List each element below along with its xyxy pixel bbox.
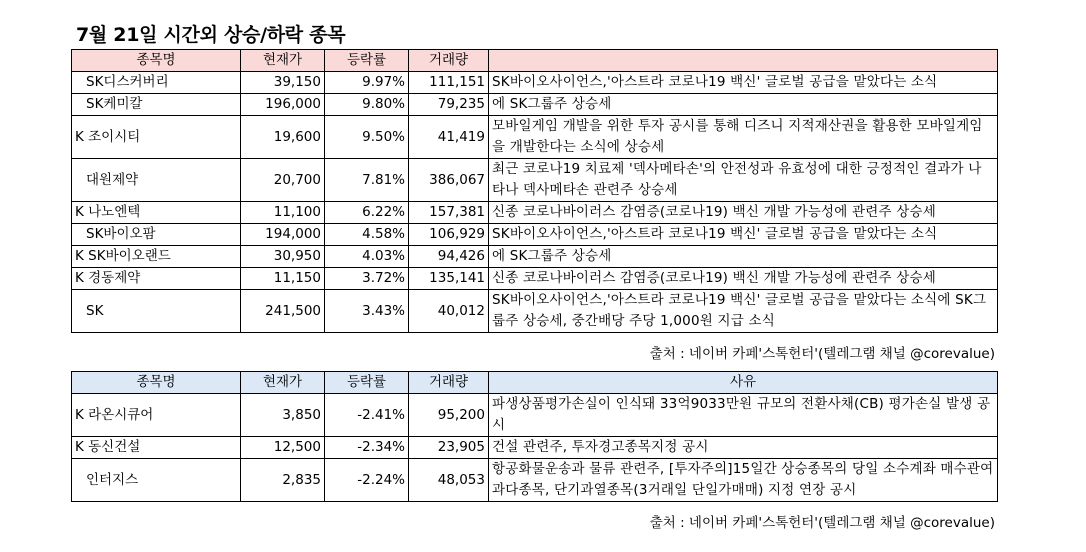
price-cell: 39,150: [241, 72, 325, 94]
reason-cell: 건설 관련주, 투자경고종목지정 공시: [489, 437, 998, 459]
stock-name: K 동신건설: [72, 437, 241, 459]
price-cell: 11,100: [241, 202, 325, 224]
price-cell: 30,950: [241, 246, 325, 268]
price-cell: 194,000: [241, 224, 325, 246]
volume-cell: 41,419: [409, 116, 489, 159]
volume-cell: 135,141: [409, 268, 489, 290]
change-cell: 7.81%: [325, 159, 409, 202]
volume-cell: 48,053: [409, 459, 489, 502]
reason-cell: 모바일게임 개발을 위한 투자 공시를 통해 디즈니 지적재산권을 활용한 모바일게임을 개발한다는 소식에 상승세: [489, 116, 998, 159]
table-header-row: [72, 50, 998, 72]
table-row: [72, 246, 998, 268]
table-row: [72, 116, 998, 159]
price-cell: 3,850: [241, 394, 325, 437]
volume-cell: 94,426: [409, 246, 489, 268]
table-row: [72, 437, 998, 459]
table-row: [72, 202, 998, 224]
header-change: 등락률: [325, 50, 409, 72]
table-row: [72, 290, 998, 333]
table-row: [72, 159, 998, 202]
header-volume: 거래량: [409, 372, 489, 394]
stock-name: K 경동제약: [72, 268, 241, 290]
price-cell: 20,700: [241, 159, 325, 202]
header-change: 등락률: [325, 372, 409, 394]
table-row: [72, 224, 998, 246]
gainers-table: [71, 49, 998, 333]
reason-cell: 항공화물운송과 물류 관련주, [투자주의]15일간 상승종목의 당일 소수계좌 매수관여 과다종목, 단기과열종목(3거래일 단일가매매) 지정 연장 공시: [489, 459, 998, 502]
price-cell: 19,600: [241, 116, 325, 159]
stock-name: SK: [72, 290, 241, 333]
header-name: 종목명: [72, 372, 241, 394]
reason-cell: 에 SK그룹주 상승세: [489, 94, 998, 116]
price-cell: 2,835: [241, 459, 325, 502]
price-cell: 196,000: [241, 94, 325, 116]
volume-cell: 111,151: [409, 72, 489, 94]
price-cell: 241,500: [241, 290, 325, 333]
reason-cell: SK바이오사이언스,'아스트라 코로나19 백신' 글로벌 공급을 맡았다는 소식: [489, 224, 998, 246]
table-row: [72, 394, 998, 437]
volume-cell: 95,200: [409, 394, 489, 437]
stock-name: SK바이오팜: [72, 224, 241, 246]
table-row: [72, 459, 998, 502]
source-note: 출처 : 네이버 카페'스톡헌터'(텔레그램 채널 @corevalue): [649, 515, 995, 531]
change-cell: 3.43%: [325, 290, 409, 333]
header-name: 종목명: [72, 50, 241, 72]
stock-name: K 라온시큐어: [72, 394, 241, 437]
header-reason: [489, 50, 998, 72]
change-cell: 4.58%: [325, 224, 409, 246]
reason-cell: 신종 코로나바이러스 감염증(코로나19) 백신 개발 가능성에 관련주 상승세: [489, 268, 998, 290]
change-cell: 9.50%: [325, 116, 409, 159]
reason-cell: 에 SK그룹주 상승세: [489, 246, 998, 268]
stock-name: K 나노엔텍: [72, 202, 241, 224]
volume-cell: 40,012: [409, 290, 489, 333]
volume-cell: 23,905: [409, 437, 489, 459]
stock-name: 대원제약: [72, 159, 241, 202]
page-title: 7월 21일 시간외 상승/하락 종목: [76, 24, 346, 46]
header-price: 현재가: [241, 50, 325, 72]
header-reason: 사유: [489, 372, 998, 394]
reason-cell: 신종 코로나바이러스 감염증(코로나19) 백신 개발 가능성에 관련주 상승세: [489, 202, 998, 224]
change-cell: 9.80%: [325, 94, 409, 116]
reason-cell: SK바이오사이언스,'아스트라 코로나19 백신' 글로벌 공급을 맡았다는 소식에 SK그룹주 상승세, 중간배당 주당 1,000원 지급 소식: [489, 290, 998, 333]
volume-cell: 157,381: [409, 202, 489, 224]
change-cell: -2.24%: [325, 459, 409, 502]
change-cell: 6.22%: [325, 202, 409, 224]
stock-name: K SK바이오랜드: [72, 246, 241, 268]
table-header-row: [72, 372, 998, 394]
losers-table: [71, 371, 998, 502]
table-row: [72, 268, 998, 290]
volume-cell: 106,929: [409, 224, 489, 246]
reason-cell: 최근 코로나19 치료제 '덱사메타손'의 안전성과 유효성에 대한 긍정적인 결과가 나타나 덱사메타손 관련주 상승세: [489, 159, 998, 202]
header-price: 현재가: [241, 372, 325, 394]
change-cell: -2.41%: [325, 394, 409, 437]
stock-name: 인터지스: [72, 459, 241, 502]
volume-cell: 79,235: [409, 94, 489, 116]
table-row: [72, 94, 998, 116]
price-cell: 12,500: [241, 437, 325, 459]
source-note: 출처 : 네이버 카페'스톡헌터'(텔레그램 채널 @corevalue): [649, 346, 995, 362]
reason-cell: SK바이오사이언스,'아스트라 코로나19 백신' 글로벌 공급을 맡았다는 소식: [489, 72, 998, 94]
change-cell: 4.03%: [325, 246, 409, 268]
price-cell: 11,150: [241, 268, 325, 290]
change-cell: 9.97%: [325, 72, 409, 94]
reason-cell: 파생상품평가손실이 인식돼 33억9033만원 규모의 전환사채(CB) 평가손실 발생 공시: [489, 394, 998, 437]
volume-cell: 386,067: [409, 159, 489, 202]
stock-name: SK케미칼: [72, 94, 241, 116]
stock-name: K 조이시티: [72, 116, 241, 159]
table-row: [72, 72, 998, 94]
stock-name: SK디스커버리: [72, 72, 241, 94]
change-cell: 3.72%: [325, 268, 409, 290]
change-cell: -2.34%: [325, 437, 409, 459]
header-volume: 거래량: [409, 50, 489, 72]
